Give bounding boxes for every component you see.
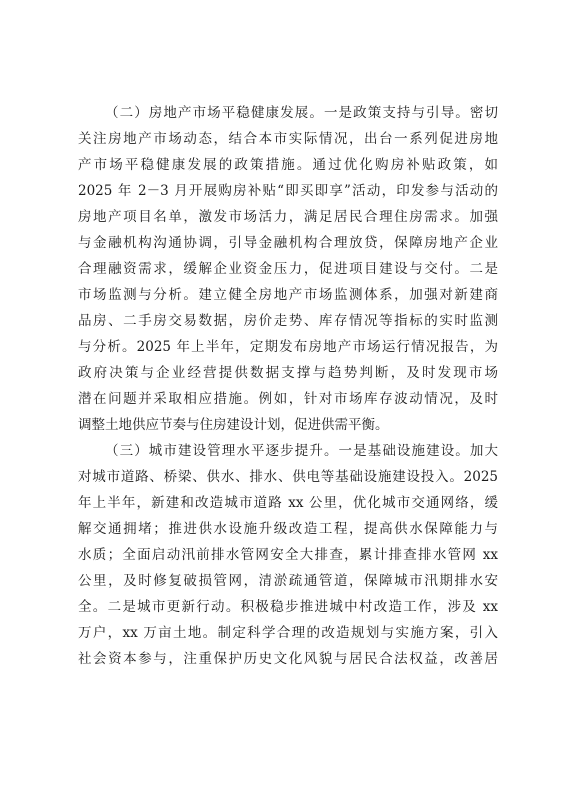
- paragraph-line: 公里，及时修复破损管网，清淤疏通管道，保障城市汛期排水安: [78, 573, 498, 589]
- paragraph-line: 市场监测与分析。建立健全房地产市场监测体系，加强对新建商: [78, 287, 498, 303]
- paragraph-line: 关注房地产市场动态，结合本市实际情况，出台一系列促进房地: [78, 131, 498, 147]
- paragraph-line: 解交通拥堵；推进供水设施升级改造工程，提高供水保障能力与: [78, 521, 498, 537]
- paragraph-line: 产市场平稳健康发展的政策措施。通过优化购房补贴政策，如: [78, 157, 498, 173]
- document-body: [78, 100, 498, 672]
- paragraph-line: 房地产项目名单，激发市场活力，满足居民合理住房需求。加强: [78, 209, 498, 225]
- paragraph-line: （三）城市建设管理水平逐步提升。一是基础设施建设。加大: [105, 443, 498, 459]
- paragraph-line: 年上半年，新建和改造城市道路 xx 公里，优化城市交通网络，缓: [78, 495, 498, 511]
- paragraph-line: 品房、二手房交易数据，房价走势、库存情况等指标的实时监测: [78, 313, 498, 329]
- paragraph-line: 水质；全面启动汛前排水管网安全大排查，累计排查排水管网 xx: [78, 547, 498, 563]
- paragraph-line: （二）房地产市场平稳健康发展。一是政策支持与引导。密切: [105, 105, 498, 121]
- paragraph-line: 潜在问题并采取相应措施。例如，针对市场库存波动情况，及时: [78, 391, 498, 407]
- paragraph-line: 与分析。2025 年上半年，定期发布房地产市场运行情况报告，为: [78, 339, 498, 355]
- paragraph-line: 社会资本参与，注重保护历史文化风貌与居民合法权益，改善居: [78, 651, 498, 667]
- paragraph-line: 政府决策与企业经营提供数据支撑与趋势判断，及时发现市场: [78, 365, 498, 381]
- paragraph-line: 2025 年 2－3 月开展购房补贴“即买即享”活动，印发参与活动的: [78, 183, 498, 199]
- paragraph-line: 调整土地供应节奏与住房建设计划，促进供需平衡。: [78, 417, 389, 433]
- paragraph-line: 万户，xx 万亩土地。制定科学合理的改造规划与实施方案，引入: [78, 625, 498, 641]
- paragraph-line: 与金融机构沟通协调，引导金融机构合理放贷，保障房地产企业: [78, 235, 498, 251]
- paragraph-line: 对城市道路、桥梁、供水、排水、供电等基础设施建设投入。2025: [78, 469, 498, 485]
- paragraph-urban-construction: [78, 438, 498, 672]
- paragraph-line: 合理融资需求，缓解企业资金压力，促进项目建设与交付。二是: [78, 261, 498, 277]
- paragraph-line: 全。二是城市更新行动。积极稳步推进城中村改造工作，涉及 xx: [78, 599, 498, 615]
- paragraph-housing-market: [78, 100, 498, 438]
